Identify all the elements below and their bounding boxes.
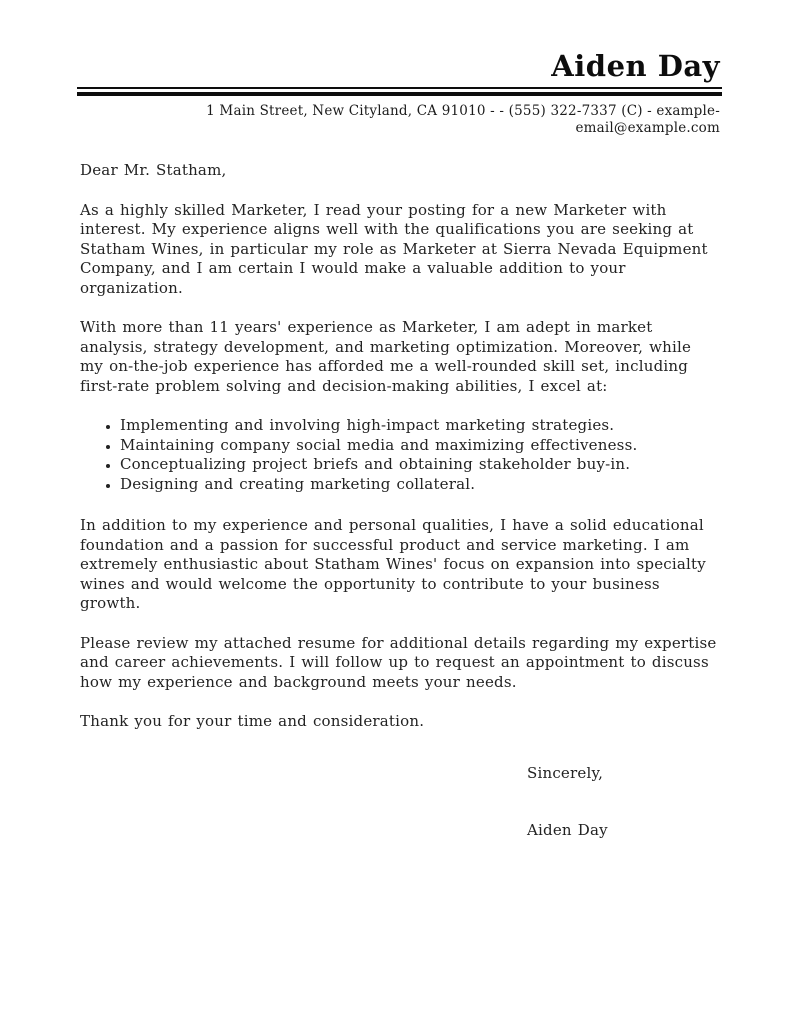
header-divider-rule [77,87,722,96]
skills-bullet-list [80,416,720,494]
letter-body [80,161,720,841]
valediction: Sincerely, [527,763,604,782]
bullet-item: • Designing and creating marketing collateral. [120,475,720,495]
paragraph-education: In addition to my experience and personal qualities, I have a solid educational foundation and a passion for successful product and service marketing. I am extremely enthusiastic about Statham Wines' focus on expansion into specialty wines and would welcome the opportunity to contribute to your business growth. [80,516,706,612]
closing-block [527,764,720,841]
divider-thick-line [77,92,722,96]
applicant-name-heading: Aiden Day [551,49,720,83]
signature-name: Aiden Day [527,821,608,839]
salutation: Dear Mr. Statham, [80,161,227,179]
contact-info-line: 1 Main Street, New Cityland, CA 91010 - - (555) 322-7337 (C) - example-email@example.com [206,103,720,136]
bullet-item: • Implementing and involving high-impact marketing strategies. [120,416,720,436]
letter-header [80,50,720,137]
paragraph-thank-you: Thank you for your time and consideration. [80,712,425,730]
bullet-item: • Conceptualizing project briefs and obtaining stakeholder buy-in. [120,455,720,475]
paragraph-resume-review: Please review my attached resume for additional details regarding my expertise and career achievements. I will follow up to request an appointment to discuss how my experience and background meets your needs. [80,633,717,691]
bullet-item: • Maintaining company social media and maximizing effectiveness. [120,436,720,456]
paragraph-intro: As a highly skilled Marketer, I read your posting for a new Marketer with interest. My experience aligns well with the qualifications you are seeking at Statham Wines, in particular my role as Marketer at Sierra Nevada Equipment Company, and I am certain I would make a valuable addition to your organization. [80,200,708,297]
paragraph-experience: With more than 11 years' experience as Marketer, I am adept in market analysis, strategy development, and marketing optimization. Moreover, while my on-the-job experience has afforded me a well-rounded skill set, including first-rate problem solving and decision-making abilities, I excel at: [80,318,692,395]
